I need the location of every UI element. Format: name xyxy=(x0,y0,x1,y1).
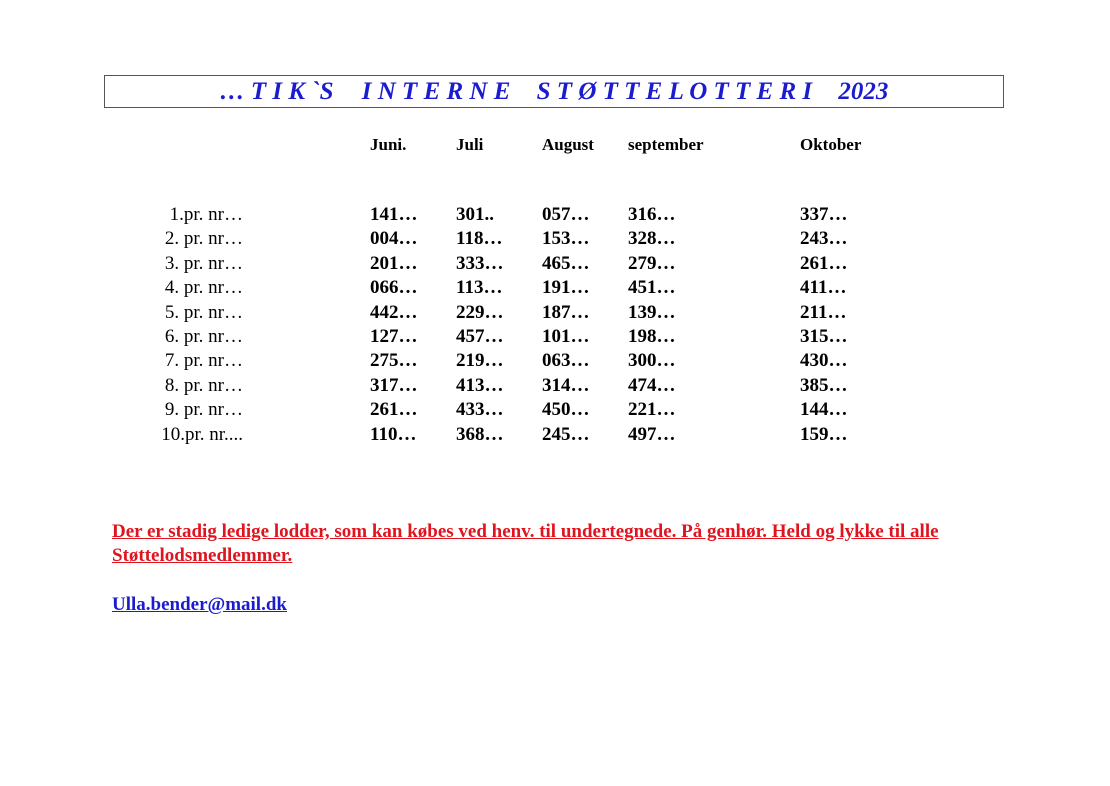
prize-label: 5. pr. nr… xyxy=(164,302,243,323)
winning-number: 316… xyxy=(628,204,676,225)
month-header: Juni. xyxy=(370,135,407,154)
prize-label: 1.pr. nr… xyxy=(169,204,243,225)
prize-label: 8. pr. nr… xyxy=(164,375,243,396)
winning-number: 300… xyxy=(628,350,676,371)
winning-number: 314… xyxy=(542,375,590,396)
winning-number: 430… xyxy=(800,350,848,371)
winning-number: 328… xyxy=(628,228,676,249)
winning-number: 315… xyxy=(800,326,848,347)
winning-number: 450… xyxy=(542,399,590,420)
winning-number: 211… xyxy=(800,302,847,323)
winning-number: 433… xyxy=(456,399,504,420)
prize-label: 6. pr. nr… xyxy=(164,326,243,347)
winning-number: 221… xyxy=(628,399,676,420)
email-link[interactable]: Ulla.bender@mail.dk xyxy=(112,594,287,615)
prize-label: 2. pr. nr… xyxy=(164,228,243,249)
month-header: Oktober xyxy=(800,135,862,154)
winning-number: 063… xyxy=(542,350,590,371)
winning-number: 198… xyxy=(628,326,676,347)
winning-number: 243… xyxy=(800,228,848,249)
winning-number: 191… xyxy=(542,277,590,298)
winning-number: 497… xyxy=(628,424,676,445)
title-part-club: … T I K `S xyxy=(219,78,334,105)
winning-number: 465… xyxy=(542,253,590,274)
winning-number: 368… xyxy=(456,424,504,445)
winning-number: 457… xyxy=(456,326,504,347)
winning-number: 110… xyxy=(370,424,417,445)
month-header: september xyxy=(628,135,704,154)
prize-label: 9. pr. nr… xyxy=(164,399,243,420)
winning-number: 113… xyxy=(456,277,503,298)
winning-number: 261… xyxy=(800,253,848,274)
winning-number: 141… xyxy=(370,204,418,225)
notice-text: Der er stadig ledige lodder, som kan købes ved henv. til undertegnede. På genhør. Held og lykke til alle Støttelodsmedlemmer. xyxy=(112,521,939,566)
title-box xyxy=(104,75,1004,108)
prize-label: 3. pr. nr… xyxy=(164,253,243,274)
winning-number: 139… xyxy=(628,302,676,323)
winning-number: 118… xyxy=(456,228,503,249)
winning-number: 219… xyxy=(456,350,504,371)
winning-number: 451… xyxy=(628,277,676,298)
month-header: August xyxy=(542,135,594,154)
winning-number: 337… xyxy=(800,204,848,225)
winning-number: 187… xyxy=(542,302,590,323)
title-part-lottery: S T Ø T T E L O T T E R I xyxy=(536,78,813,105)
winning-number: 201… xyxy=(370,253,418,274)
winning-number: 317… xyxy=(370,375,418,396)
month-header: Juli xyxy=(456,135,484,154)
winning-number: 261… xyxy=(370,399,418,420)
winning-number: 275… xyxy=(370,350,418,371)
winning-number: 385… xyxy=(800,375,848,396)
winning-number: 411… xyxy=(800,277,847,298)
winning-number: 057… xyxy=(542,204,590,225)
title-part-interne: I N T E R N E xyxy=(361,78,511,105)
title-part-year: 2023 xyxy=(838,78,889,105)
winning-number: 004… xyxy=(370,228,418,249)
prize-label: 4. pr. nr… xyxy=(164,277,243,298)
winning-number: 413… xyxy=(456,375,504,396)
winning-number: 301.. xyxy=(456,204,494,225)
winning-number: 474… xyxy=(628,375,676,396)
winning-number: 066… xyxy=(370,277,418,298)
winning-number: 245… xyxy=(542,424,590,445)
winning-number: 153… xyxy=(542,228,590,249)
document-title xyxy=(220,78,889,106)
winning-number: 229… xyxy=(456,302,504,323)
winning-number: 333… xyxy=(456,253,504,274)
prize-label: 10.pr. nr.... xyxy=(161,424,243,445)
winning-number: 101… xyxy=(542,326,590,347)
winning-number: 127… xyxy=(370,326,418,347)
winning-number: 144… xyxy=(800,399,848,420)
winning-number: 159… xyxy=(800,424,848,445)
winning-number: 279… xyxy=(628,253,676,274)
winning-number: 442… xyxy=(370,302,418,323)
prize-label: 7. pr. nr… xyxy=(164,350,243,371)
